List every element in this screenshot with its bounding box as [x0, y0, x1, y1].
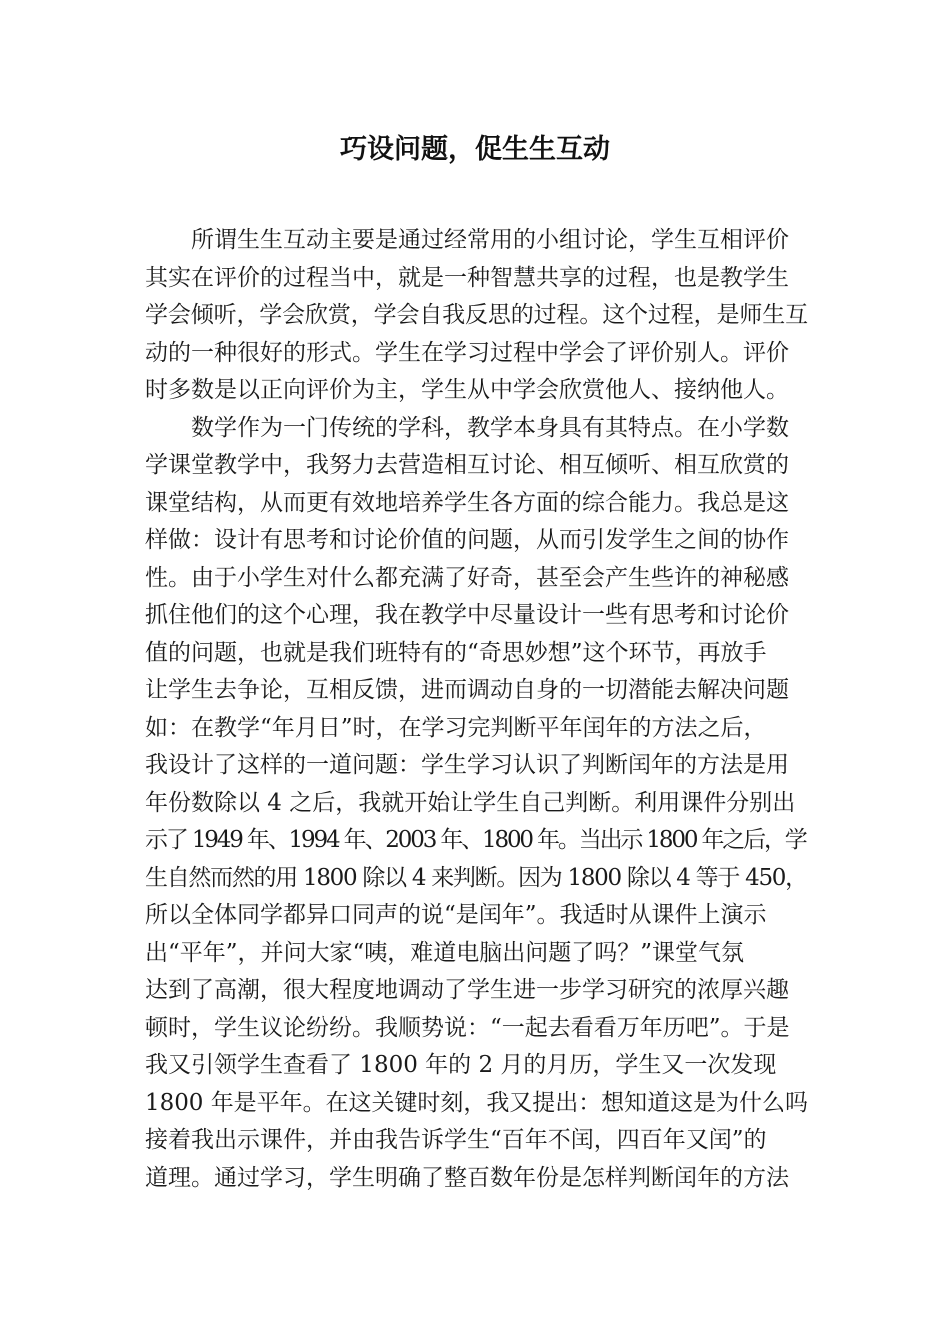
- text-line: 所以全体同学都异口同声的说“是闰年”。我适时从课件上演示: [145, 902, 767, 928]
- text-line: 值的问题，也就是我们班特有的“奇思妙想”这个环节，再放手: [145, 639, 767, 666]
- text-line: 其实在评价的过程当中，就是一种智慧共享的过程，也是教学生: [145, 264, 789, 291]
- text-line: 示了 1949 年、1994 年、2003 年、1800 年。当出示 1800 年之后，学: [145, 827, 806, 853]
- text-line: 出“平年”，并问大家“咦，难道电脑出问题了吗？”课堂气氛: [145, 939, 745, 966]
- text-line: 1800 年是平年。在这关键时刻，我又提出：想知道这是为什么吗: [145, 1089, 808, 1116]
- text-line: 所谓生生互动主要是通过经常用的小组讨论，学生互相评价: [191, 227, 789, 253]
- text-line: 动的一种很好的形式。学生在学习过程中学会了评价别人。评价: [145, 339, 789, 366]
- text-line: 性。由于小学生对什么都充满了好奇，甚至会产生些许的神秘感: [145, 564, 789, 591]
- text-line: 如：在教学“年月日”时，在学习完判断平年闰年的方法之后，: [145, 714, 767, 741]
- text-line: 数学作为一门传统的学科，教学本身具有其特点。在小学数: [191, 414, 789, 441]
- text-line: 学会倾听，学会欣赏，学会自我反思的过程。这个过程，是师生互: [145, 302, 808, 328]
- text-line: 样做：设计有思考和讨论价值的问题，从而引发学生之间的协作: [145, 527, 789, 553]
- text-line: 生自然而然的用 1800 除以 4 来判断。因为 1800 除以 4 等于 450，: [145, 864, 807, 891]
- text-line: 课堂结构，从而更有效地培养学生各方面的综合能力。我总是这: [145, 489, 789, 516]
- text-line: 道理。通过学习，学生明确了整百数年份是怎样判断闰年的方法: [145, 1164, 789, 1191]
- text-line: 抓住他们的这个心理，我在教学中尽量设计一些有思考和讨论价: [145, 602, 789, 628]
- text-line: 时多数是以正向评价为主，学生从中学会欣赏他人、接纳他人。: [145, 377, 789, 403]
- text-line: 接着我出示课件，并由我告诉学生“百年不闰，四百年又闰”的: [145, 1127, 767, 1153]
- text-line: 我设计了这样的一道问题：学生学习认识了判断闰年的方法是用: [145, 752, 789, 778]
- text-line: 年份数除以 4 之后，我就开始让学生自己判断。利用课件分别出: [145, 789, 796, 816]
- text-line: 学课堂教学中，我努力去营造相互讨论、相互倾听、相互欣赏的: [145, 452, 789, 478]
- document-body: [145, 222, 808, 1197]
- document-title: 巧设问题，促生生互动: [340, 134, 610, 165]
- text-line: 我又引领学生查看了 1800 年的 2 月的月历，学生又一次发现: [145, 1052, 777, 1078]
- text-line: 让学生去争论，互相反馈，进而调动自身的一切潜能去解决问题: [145, 677, 789, 703]
- text-line: 顿时，学生议论纷纷。我顺势说：“一起去看看万年历吧”。于是: [145, 1014, 790, 1041]
- text-line: 达到了高潮，很大程度地调动了学生进一步学习研究的浓厚兴趣: [145, 977, 789, 1003]
